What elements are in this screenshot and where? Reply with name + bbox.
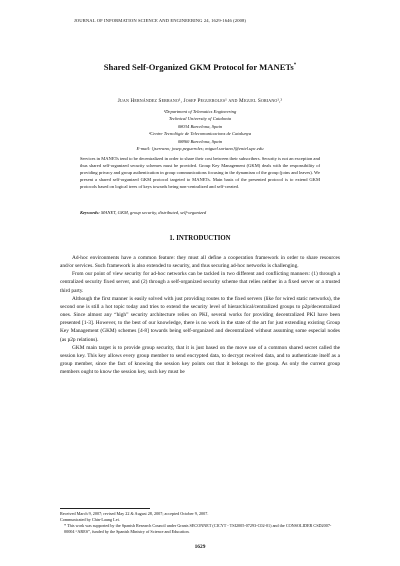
keywords-text: MANET, GKM, group security, distributed, self-organized bbox=[100, 210, 207, 215]
paragraph-2: From our point of view security for ad-hoc networks can be tackled in two different and conflicting manners: (1) through a centralized security fixed server, and (2) through a self-organized security scheme that relies neither in a fixed server or a trusted third party. bbox=[60, 271, 340, 294]
affiliation-line-3: 08034 Barcelona, Spain bbox=[177, 123, 223, 129]
affiliation-email: E-mail: {jserrano; josep.pegueroles; miguel.soriano}@entel.upc.edu bbox=[136, 146, 264, 151]
keywords-label: Keywords: bbox=[80, 210, 100, 215]
footnote-funding: * This work was supported by the Spanish Research Council under Grants SECONNET (CICYT - TSI2005-07293-C02-01) and the CONSOLIDER CSD2007-00004 “ARES”, funded by the Spanish Ministry of Science and Education. bbox=[64, 523, 332, 534]
footnote-received: Received March 9, 2007; revised May 22 & August 28, 2007; accepted October 9, 2007. bbox=[60, 511, 209, 516]
title-text: Shared Self-Organized GKM Protocol for MANETs bbox=[103, 62, 294, 72]
footnotes bbox=[60, 511, 340, 535]
affiliation-line-1: ¹Department of Telematics Engineering bbox=[163, 109, 237, 114]
paragraph-1: Ad-hoc environments have a common feature: they must all define a cooperation framework in order to share resources and/or services. Such framework is also extended to security, and thus securing ad-hoc networks is challenging. bbox=[60, 255, 340, 270]
footnote-divider bbox=[60, 508, 150, 509]
author-list: Juan Hernández Serrano¹, Josep Pegueroles¹ and Miguel Soriano¹,² bbox=[117, 98, 283, 104]
paragraph-4: GKM main target is to provide group security, that it is just based on the move use of a common shared secret called the session key. This key allows every group member to send encrypted data, to decrypt received data, and to authenticate itself as a group member, since the fact of knowing the session key points out that it belongs to the group. As only the current group members ought to know the session key, such key must be bbox=[60, 344, 340, 376]
affiliation-line-5: 08860 Barcelona, Spain bbox=[177, 138, 223, 144]
introduction-body bbox=[60, 254, 340, 376]
section-heading-introduction: 1. INTRODUCTION bbox=[169, 235, 231, 242]
keywords bbox=[80, 210, 320, 215]
affiliation-line-4: ²Centre Tecnològic de Telecomunicacions de Catalunya bbox=[148, 131, 252, 137]
paper-title bbox=[60, 62, 340, 72]
page-number: 1629 bbox=[194, 544, 206, 550]
paragraph-3: Although the first manner is easily solved with just providing routes to the fixed servers (like for wired static networks), the second one is still a hot topic today and tries to extend the security level of hierarchical/centralized groups to p2p/decentralized ones. Since almost any “high” security architecture relies on PKI, several works for providing decentralized PKI have been presented [1-3]. However, to the best of our knowledge, there is no work in the state of the art for just extending existing Group Key Management (GKM) schemes [4-8] towards being self-organized and decentralized without assuming some especial nodes (as p2p relations). bbox=[60, 295, 340, 343]
affiliation-line-2: Technical University of Catalonia bbox=[168, 116, 232, 122]
title-footnote-marker: * bbox=[293, 63, 297, 69]
running-header: JOURNAL OF INFORMATION SCIENCE AND ENGINEERING 24, 1629-1646 (2008) bbox=[74, 18, 247, 23]
abstract: Services in MANETs tend to be decentralized in order to share their cost between their subscribers. Security is not an exception and thus shared self-organized security schemes must be provided. Group Key Management (GKM) deals with the responsibility of providing privacy and group authentication in group communications focusing in the dynamism of the group (joins and leaves). We present a shared self-organized GKM protocol targeted to MANETs. Main basis of the presented protocol is to extend GKM protocols based on logical trees of keys towards being non-centralized and self-created. bbox=[80, 156, 320, 190]
footnote-communicated: Communicated by Chin-Laung Lei. bbox=[60, 517, 120, 522]
